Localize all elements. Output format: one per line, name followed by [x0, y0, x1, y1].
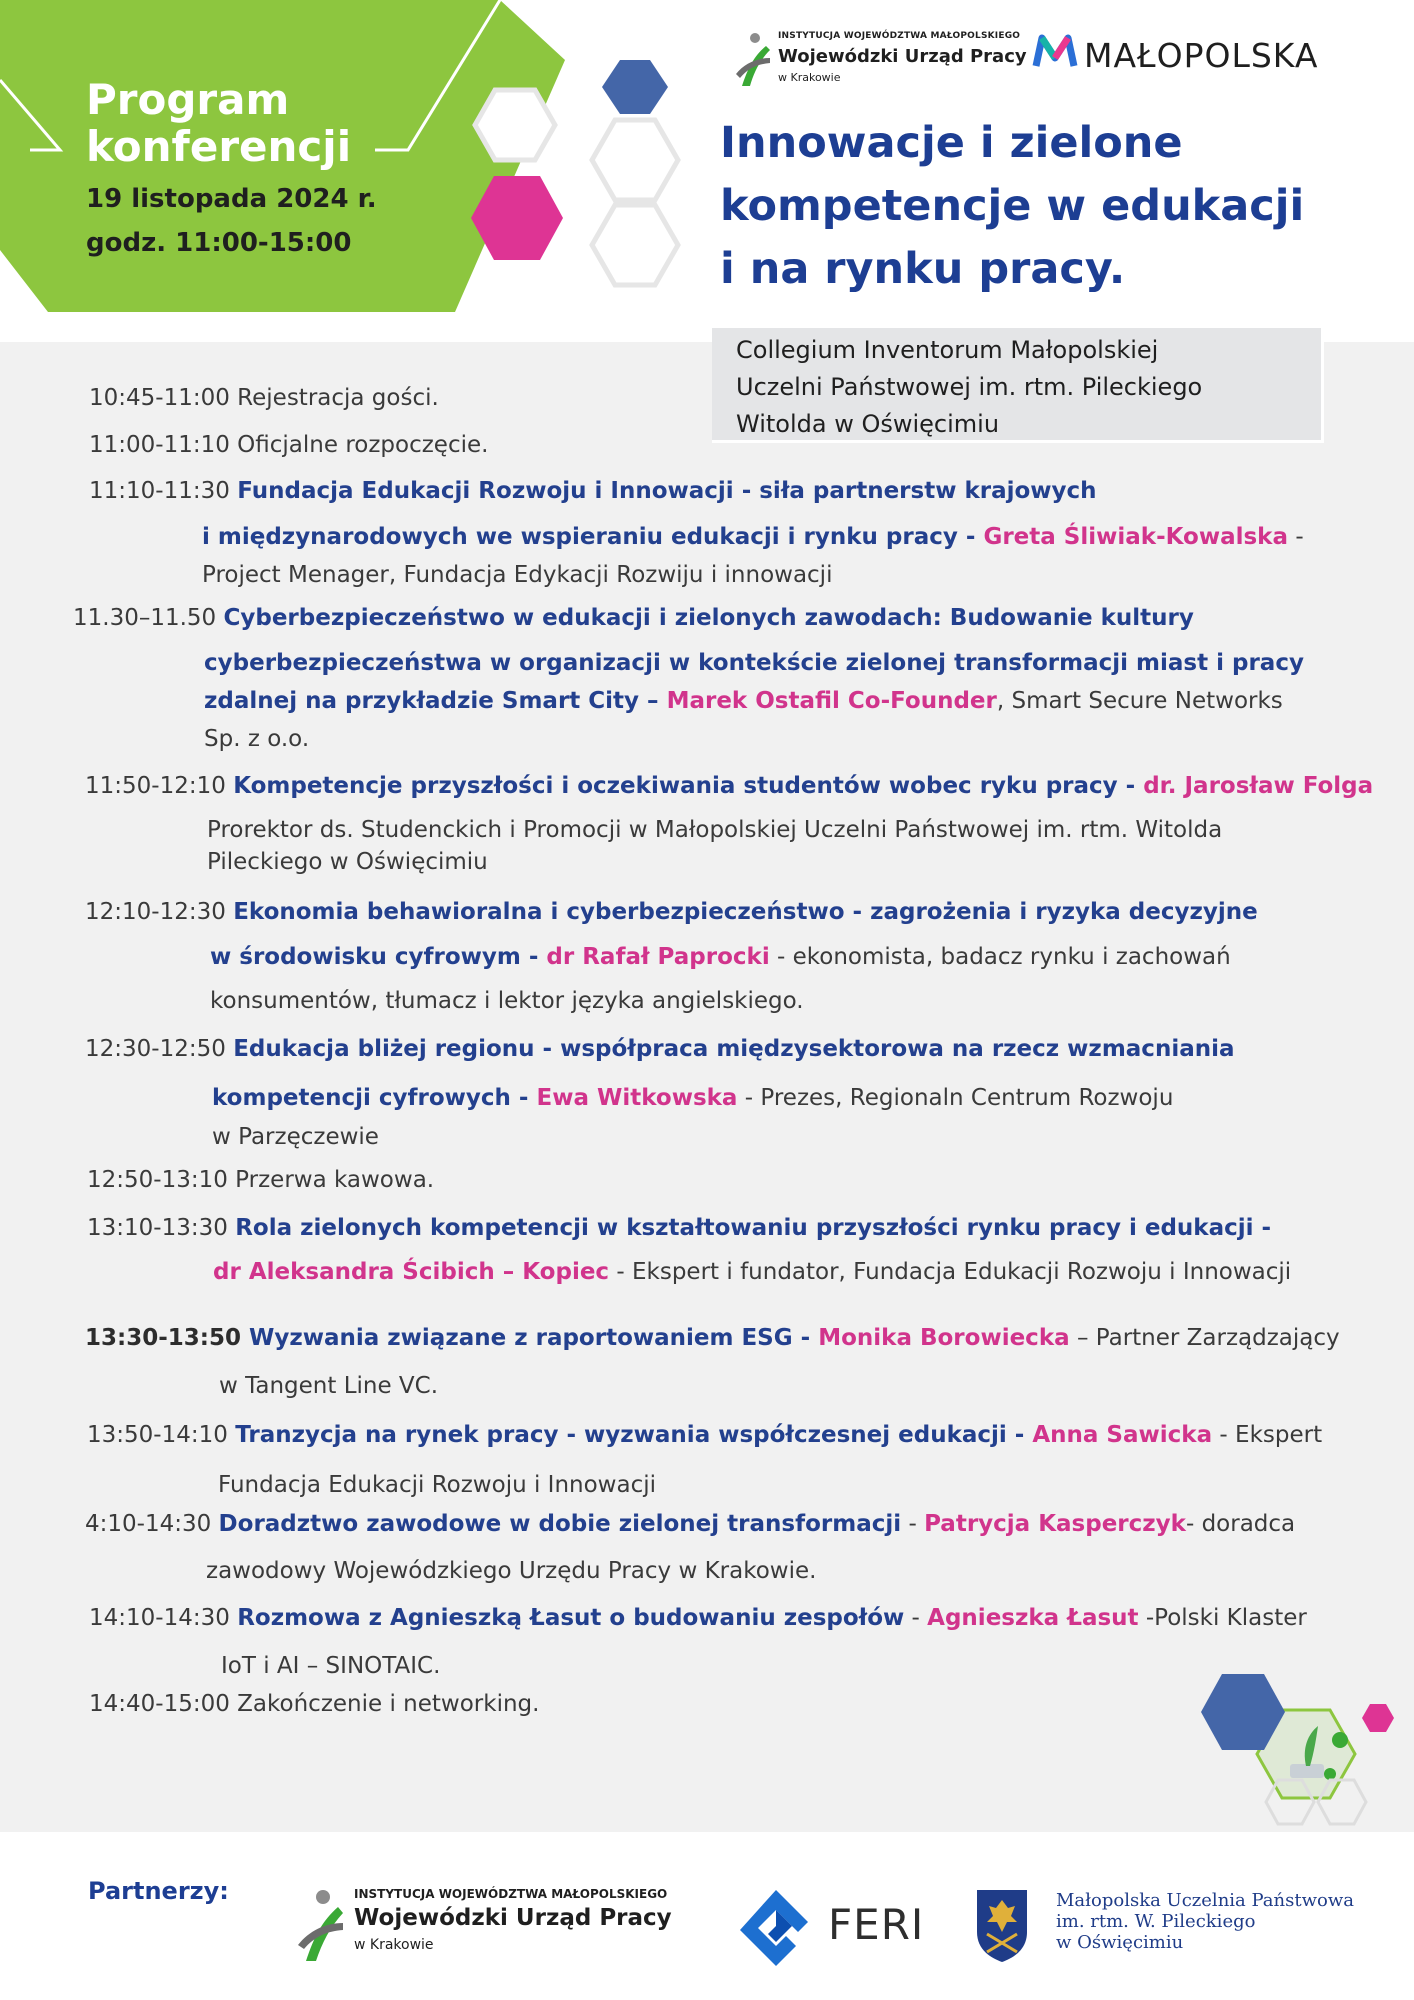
speaker-name: Monika Borowiecka [818, 1325, 1070, 1351]
globe-icon [1332, 1732, 1348, 1748]
agenda-time: 4:10-14:30 [85, 1511, 219, 1537]
agenda-item-11-desc: Fundacja Edukacji Rozwoju i Innowacji [218, 1472, 657, 1498]
wup-institution-label: INSTYTUCJA WOJEWÓDZTWA MAŁOPOLSKIEGO [778, 31, 1021, 41]
agenda-item-closing: 14:40-15:00 Zakończenie i networking. [89, 1691, 540, 1717]
session-title: Wyzwania związane z raportowaniem ESG - [248, 1325, 819, 1351]
session-title: Cyberbezpieczeństwo w edukacji i zielonych zawodach: Budowanie kultury [223, 605, 1194, 631]
separator: - [904, 1605, 928, 1631]
speaker-affiliation: -Polski Klaster [1138, 1605, 1307, 1631]
outline-hexagon-1 [475, 90, 555, 160]
session-title: cyberbezpieczeństwa w organizacji w kontekście zielonej transformacji miast i pracy [204, 650, 1304, 676]
agenda-time: 13:10-13:30 [87, 1215, 236, 1241]
agenda-time: 12:30-12:50 [85, 1036, 234, 1062]
event-date: 19 listopada 2024 r. [86, 184, 377, 214]
keyboard-key [1290, 1764, 1324, 1778]
speaker-affiliation: , Smart Secure Networks [996, 688, 1283, 714]
separator: - [1288, 524, 1304, 550]
agenda-time: 13:30-13:50 [85, 1325, 249, 1351]
agenda-item-7-line2 [212, 1083, 1173, 1113]
program-heading-line2: konferencji [86, 122, 352, 171]
feri-logo-icon [734, 1884, 818, 1968]
wup-figure-icon [296, 1887, 346, 1963]
recycle-icon [1324, 1768, 1336, 1780]
speaker-name: Patrycja Kasperczyk [924, 1511, 1186, 1537]
agenda-item-4-desc: Sp. z o.o. [204, 726, 310, 752]
speaker-affiliation: – Partner Zarządzający [1069, 1325, 1340, 1351]
agenda-item-registration: 10:45-11:00 Rejestracja gości. [89, 385, 439, 411]
session-title: Doradztwo zawodowe w dobie zielonej transformacji [218, 1511, 902, 1537]
session-title: zdalnej na przykładzie Smart City – [204, 688, 667, 714]
agenda-item-11-line1 [87, 1420, 1322, 1450]
program-heading [86, 76, 351, 170]
agenda-item-12-line1 [85, 1509, 1295, 1539]
wup-institution-label: INSTYTUCJA WOJEWÓDZTWA MAŁOPOLSKIEGO [354, 1887, 668, 1901]
conference-title-line3: i na rynku pracy. [720, 244, 1126, 294]
venue-box [712, 328, 1324, 443]
venue-line3: Witolda w Oświęcimiu [736, 410, 1000, 438]
speaker-name: Anna Sawicka [1032, 1422, 1213, 1448]
session-title: Kompetencje przyszłości i oczekiwania studentów wobec ryku pracy - [233, 773, 1144, 799]
outline-hexagon-small-2 [1318, 1780, 1366, 1824]
agenda-item-12-desc: zawodowy Wojewódzkiego Urzędu Pracy w Krakowie. [206, 1558, 817, 1584]
mup-name-line2: im. rtm. W. Pileckiego [1056, 1911, 1256, 1932]
speaker-name: Greta Śliwiak-Kowalska [983, 524, 1289, 550]
agenda-item-coffee-break: 12:50-13:10 Przerwa kawowa. [87, 1167, 435, 1193]
partners-label: Partnerzy: [88, 1877, 229, 1905]
agenda-item-3-desc: Project Menager, Fundacja Edykacji Rozwiju i innowacji [202, 562, 833, 588]
session-title: w środowisku cyfrowym - [210, 944, 547, 970]
wup-name: Wojewódzki Urząd Pracy [354, 1905, 672, 1931]
conference-title-line2: kompetencje w edukacji [720, 181, 1305, 231]
blue-hexagon [602, 60, 668, 114]
session-title: Rola zielonych kompetencji w kształtowaniu przyszłości rynku pracy i edukacji - [235, 1215, 1272, 1241]
wup-city: w Krakowie [778, 71, 841, 84]
venue-line1: Collegium Inventorum Małopolskiej [736, 336, 1159, 364]
wup-logo-footer [296, 1885, 676, 1965]
agenda-item-7-line1 [85, 1034, 1235, 1064]
agenda-time: 13:50-14:10 [87, 1422, 236, 1448]
agenda-item-5-line1 [85, 771, 1373, 801]
agenda-item-5-desc2: Pileckiego w Oświęcimiu [207, 849, 488, 875]
agenda-item-5-desc1: Prorektor ds. Studenckich i Promocji w Małopolskiej Uczelni Państwowej im. rtm. Witolda [207, 817, 1223, 843]
outline-hexagon-2 [592, 120, 678, 200]
session-title: Edukacja bliżej regionu - współpraca międzysektorowa na rzecz wzmacniania [233, 1036, 1235, 1062]
session-title: Tranzycja na rynek pracy - wyzwania współczesnej edukacji - [235, 1422, 1033, 1448]
event-time: godz. 11:00-15:00 [86, 228, 352, 258]
agenda-item-9-line2 [213, 1257, 1291, 1287]
wup-logo-header [734, 28, 1027, 92]
malopolska-wordmark: MAŁOPOLSKA [1084, 36, 1319, 75]
program-heading-line1: Program [86, 75, 290, 124]
speaker-name: dr Rafał Paprocki [546, 944, 770, 970]
session-title: Ekonomia behawioralna i cyberbezpieczeństwo - zagrożenia i ryzyka decyzyjne [233, 899, 1258, 925]
agenda-item-4-line3 [204, 686, 1283, 716]
agenda-item-10-line1 [85, 1323, 1340, 1353]
mup-name-line1: Małopolska Uczelnia Państwowa [1056, 1890, 1354, 1911]
mup-name [1056, 1890, 1354, 1953]
session-title: Fundacja Edukacji Rozwoju i Innowacji - siła partnerstw krajowych [237, 478, 1097, 504]
speaker-name: dr Aleksandra Ścibich – Kopiec [213, 1259, 610, 1285]
speaker-name: Ewa Witkowska [536, 1085, 738, 1111]
speaker-affiliation: - Prezes, Regionaln Centrum Rozwoju [737, 1085, 1174, 1111]
speaker-name: Agnieszka Łasut [927, 1605, 1139, 1631]
malopolska-m-icon [1032, 34, 1078, 70]
conference-title [720, 112, 1360, 301]
wup-name: Wojewódzki Urząd Pracy [778, 46, 1027, 67]
speaker-name: dr. Jarosław Folga [1143, 773, 1374, 799]
outline-hexagon-3 [592, 205, 678, 285]
agenda-item-13-desc: IoT i AI – SINOTAIC. [221, 1653, 441, 1679]
feri-wordmark: FERI [828, 1900, 925, 1949]
conference-title-line1: Innowacje i zielone [720, 118, 1183, 168]
speaker-affiliation: - ekonomista, badacz rynku i zachowań [769, 944, 1231, 970]
agenda-item-4-line2 [204, 648, 1304, 678]
speaker-name: Marek Ostafil Co-Founder [666, 688, 997, 714]
session-title: kompetencji cyfrowych - [212, 1085, 537, 1111]
agenda-item-3-line2 [202, 522, 1304, 552]
speaker-affiliation: - Ekspert [1212, 1422, 1323, 1448]
agenda-item-6-desc: konsumentów, tłumacz i lektor języka angielskiego. [210, 988, 804, 1014]
agenda-item-10-desc: w Tangent Line VC. [219, 1373, 439, 1399]
session-title: Rozmowa z Agnieszką Łasut o budowaniu zespołów [237, 1605, 905, 1631]
agenda-item-opening: 11:00-11:10 Oficjalne rozpoczęcie. [89, 432, 489, 458]
agenda-item-4-line1 [73, 603, 1194, 633]
speaker-affiliation: - doradca [1185, 1511, 1296, 1537]
event-date-block [86, 177, 377, 265]
agenda-time: 12:10-12:30 [85, 899, 234, 925]
separator: - [901, 1511, 925, 1537]
agenda-item-7-desc: w Parzęczewie [212, 1124, 379, 1150]
agenda-item-6-line2 [210, 942, 1231, 972]
wup-figure-icon [734, 30, 774, 88]
agenda-time: 11:10-11:30 [89, 478, 238, 504]
wup-city: w Krakowie [354, 1937, 434, 1953]
session-title: i międzynarodowych we wspieraniu edukacji i rynku pracy - [202, 524, 984, 550]
hexagon-cluster-graphic [1190, 1668, 1414, 1838]
agenda-time: 14:10-14:30 [89, 1605, 238, 1631]
venue-line2: Uczelni Państwowej im. rtm. Pileckiego [736, 373, 1203, 401]
agenda-item-9-line1 [87, 1213, 1271, 1243]
agenda-time: 11.30–11.50 [73, 605, 224, 631]
agenda-time: 11:50-12:10 [85, 773, 234, 799]
agenda-item-13-line1 [89, 1603, 1307, 1633]
agenda-item-3-line1 [89, 476, 1097, 506]
mup-crest-icon [975, 1888, 1029, 1964]
mup-name-line3: w Oświęcimiu [1056, 1932, 1184, 1953]
agenda-item-6-line1 [85, 897, 1258, 927]
magenta-hexagon-small [1362, 1704, 1394, 1732]
speaker-affiliation: - Ekspert i fundator, Fundacja Edukacji Rozwoju i Innowacji [609, 1259, 1292, 1285]
